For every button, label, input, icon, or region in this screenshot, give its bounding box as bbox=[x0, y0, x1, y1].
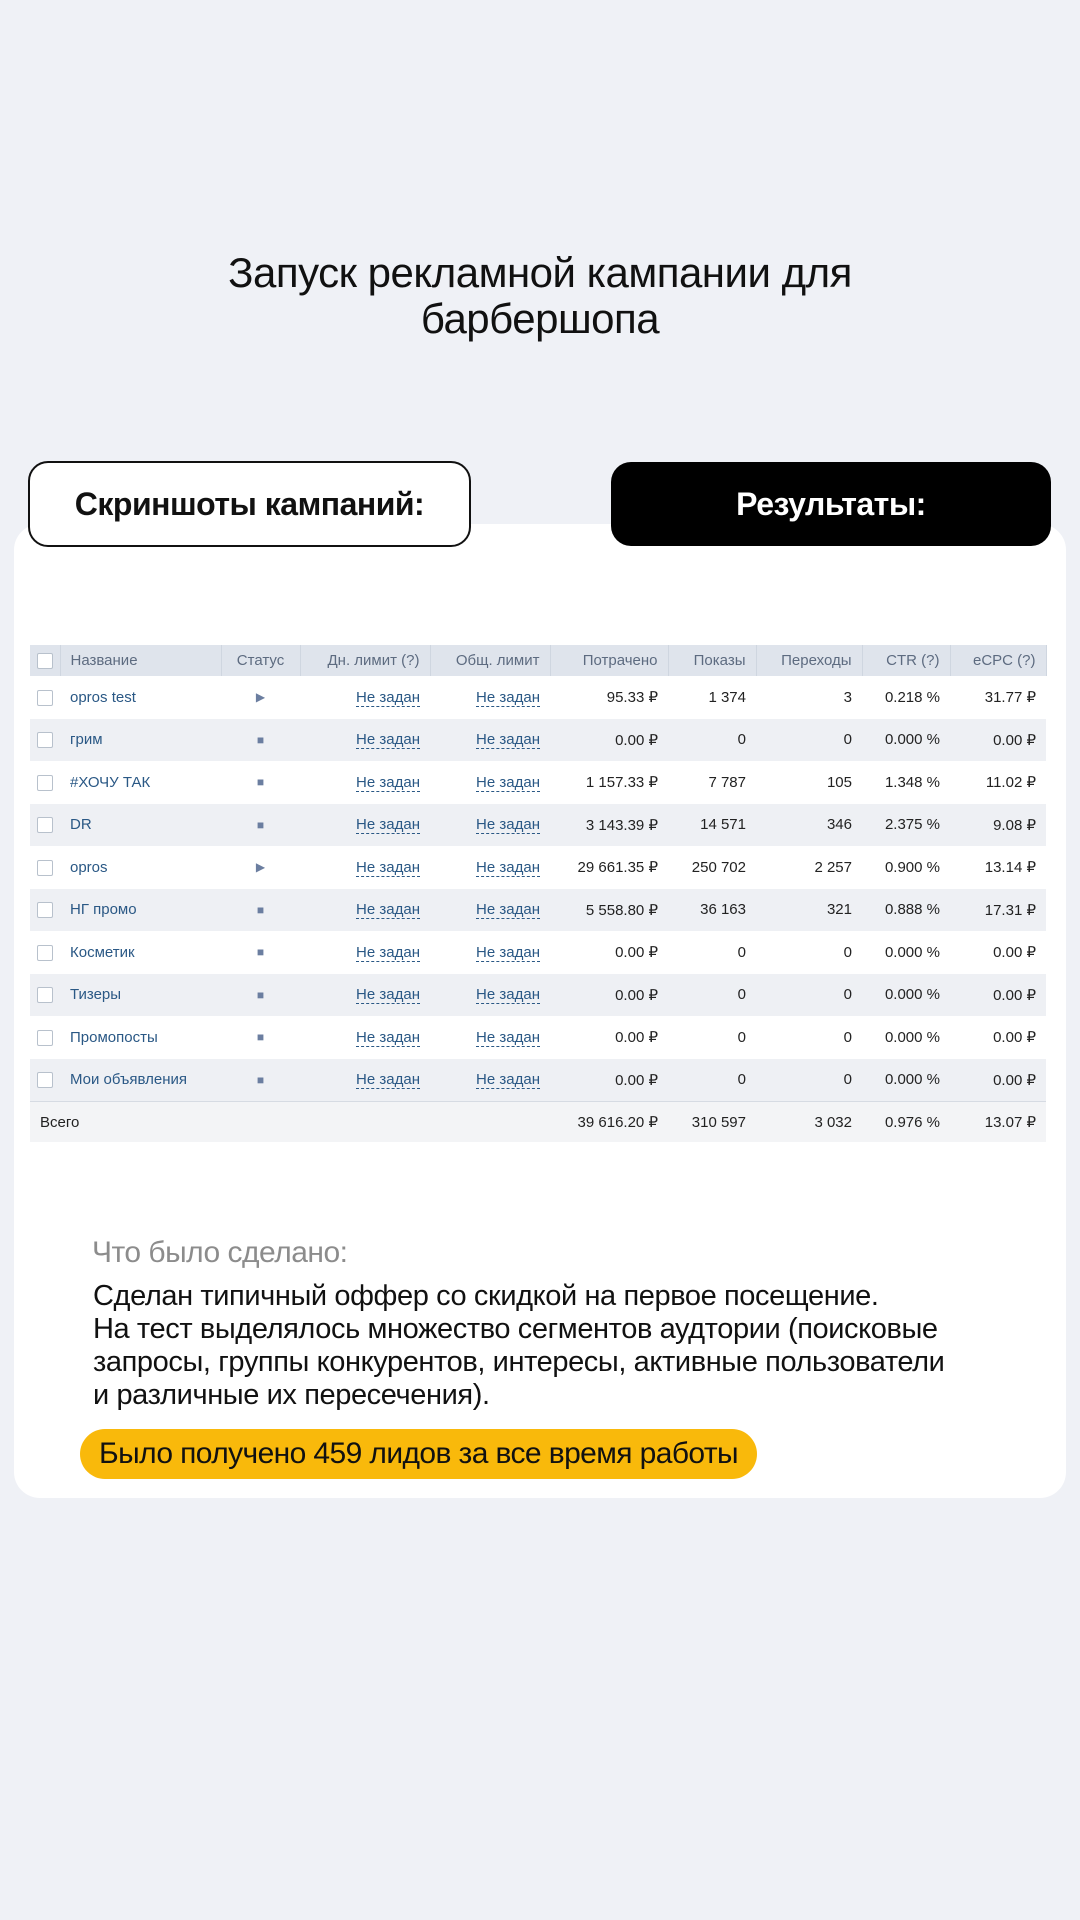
clicks-cell: 3 bbox=[756, 676, 862, 719]
shows-cell: 36 163 bbox=[668, 889, 756, 932]
daily-limit-link[interactable]: Не задан bbox=[356, 773, 420, 791]
campaign-name-link[interactable]: Тизеры bbox=[60, 974, 221, 1017]
table-row bbox=[30, 974, 1046, 1017]
spent-cell: 3 143.39 ₽ bbox=[550, 804, 668, 847]
row-checkbox[interactable] bbox=[37, 1072, 53, 1088]
shows-cell: 0 bbox=[668, 974, 756, 1017]
ctr-cell: 2.375 % bbox=[862, 804, 950, 847]
row-checkbox-cell[interactable] bbox=[30, 1059, 60, 1102]
ecpc-cell: 17.31 ₽ bbox=[950, 889, 1046, 932]
col-header-name[interactable]: Название bbox=[60, 645, 221, 676]
page-title bbox=[0, 250, 1080, 342]
total-limit-link[interactable]: Не задан bbox=[476, 731, 540, 749]
done-line: и различные их пересечения). bbox=[93, 1379, 490, 1411]
stop-icon[interactable]: ■ bbox=[221, 719, 300, 762]
total-limit-cell[interactable] bbox=[430, 1016, 550, 1059]
ctr-cell: 0.218 % bbox=[862, 676, 950, 719]
empty-cell bbox=[300, 1102, 430, 1143]
total-limit-cell[interactable] bbox=[430, 676, 550, 719]
spent-cell: 29 661.35 ₽ bbox=[550, 846, 668, 889]
spent-cell: 5 558.80 ₽ bbox=[550, 889, 668, 932]
total-label: Всего bbox=[30, 1102, 221, 1143]
total-spent: 39 616.20 ₽ bbox=[550, 1102, 668, 1143]
play-icon[interactable]: ▶ bbox=[221, 846, 300, 889]
row-checkbox[interactable] bbox=[37, 987, 53, 1003]
spent-cell: 1 157.33 ₽ bbox=[550, 761, 668, 804]
total-limit-link[interactable]: Не задан bbox=[476, 773, 540, 791]
col-header-clicks[interactable]: Переходы bbox=[756, 645, 862, 676]
daily-limit-link[interactable]: Не задан bbox=[356, 731, 420, 749]
ctr-cell: 0.000 % bbox=[862, 719, 950, 762]
daily-limit-link[interactable]: Не задан bbox=[356, 1028, 420, 1046]
done-heading: Что было сделано: bbox=[92, 1236, 348, 1269]
ctr-cell: 0.900 % bbox=[862, 846, 950, 889]
clicks-cell: 0 bbox=[756, 719, 862, 762]
stop-icon[interactable]: ■ bbox=[221, 1016, 300, 1059]
total-ecpc: 13.07 ₽ bbox=[950, 1102, 1046, 1143]
daily-limit-cell[interactable] bbox=[300, 889, 430, 932]
row-checkbox[interactable] bbox=[37, 817, 53, 833]
daily-limit-cell[interactable] bbox=[300, 1059, 430, 1102]
row-checkbox-cell[interactable] bbox=[30, 846, 60, 889]
page-title-line1: Запуск рекламной кампании для bbox=[228, 249, 852, 296]
row-checkbox[interactable] bbox=[37, 860, 53, 876]
col-header-spent[interactable]: Потрачено bbox=[550, 645, 668, 676]
ecpc-cell: 0.00 ₽ bbox=[950, 1016, 1046, 1059]
page-title-line2: барбершопа bbox=[420, 295, 660, 342]
total-ctr: 0.976 % bbox=[862, 1102, 950, 1143]
shows-cell: 1 374 bbox=[668, 676, 756, 719]
daily-limit-cell[interactable] bbox=[300, 719, 430, 762]
total-limit-link[interactable]: Не задан bbox=[476, 943, 540, 961]
ecpc-cell: 0.00 ₽ bbox=[950, 1059, 1046, 1102]
total-clicks: 3 032 bbox=[756, 1102, 862, 1143]
stop-icon[interactable]: ■ bbox=[221, 889, 300, 932]
ctr-cell: 0.000 % bbox=[862, 931, 950, 974]
ecpc-cell: 31.77 ₽ bbox=[950, 676, 1046, 719]
row-checkbox-cell[interactable] bbox=[30, 761, 60, 804]
row-checkbox[interactable] bbox=[37, 775, 53, 791]
select-all-checkbox[interactable] bbox=[37, 653, 53, 669]
total-limit-link[interactable]: Не задан bbox=[476, 1071, 540, 1089]
row-checkbox-cell[interactable] bbox=[30, 974, 60, 1017]
daily-limit-cell[interactable] bbox=[300, 846, 430, 889]
stop-icon[interactable]: ■ bbox=[221, 931, 300, 974]
campaign-name-link[interactable]: Промопосты bbox=[60, 1016, 221, 1059]
table-row bbox=[30, 889, 1046, 932]
daily-limit-cell[interactable] bbox=[300, 804, 430, 847]
total-limit-cell[interactable] bbox=[430, 889, 550, 932]
stop-icon[interactable]: ■ bbox=[221, 1059, 300, 1102]
daily-limit-cell[interactable] bbox=[300, 974, 430, 1017]
campaign-name-link[interactable]: opros test bbox=[60, 676, 221, 719]
total-limit-link[interactable]: Не задан bbox=[476, 986, 540, 1004]
table-row bbox=[30, 931, 1046, 974]
select-all-checkbox-cell[interactable] bbox=[30, 645, 60, 676]
col-header-total-limit[interactable]: Общ. лимит bbox=[430, 645, 550, 676]
col-header-daily-limit[interactable]: Дн. лимит (?) bbox=[300, 645, 430, 676]
tab-results[interactable]: Результаты: bbox=[611, 462, 1051, 546]
daily-limit-cell[interactable] bbox=[300, 1016, 430, 1059]
empty-cell bbox=[430, 1102, 550, 1143]
daily-limit-link[interactable]: Не задан bbox=[356, 858, 420, 876]
shows-cell: 0 bbox=[668, 931, 756, 974]
table-row bbox=[30, 804, 1046, 847]
stop-icon[interactable]: ■ bbox=[221, 804, 300, 847]
daily-limit-link[interactable]: Не задан bbox=[356, 1071, 420, 1089]
col-header-status[interactable]: Статус bbox=[221, 645, 300, 676]
row-checkbox[interactable] bbox=[37, 1030, 53, 1046]
col-header-ecpc[interactable]: eCPC (?) bbox=[950, 645, 1046, 676]
total-limit-link[interactable]: Не задан bbox=[476, 816, 540, 834]
daily-limit-link[interactable]: Не задан bbox=[356, 816, 420, 834]
clicks-cell: 105 bbox=[756, 761, 862, 804]
table-row bbox=[30, 1016, 1046, 1059]
spent-cell: 0.00 ₽ bbox=[550, 931, 668, 974]
total-limit-cell[interactable] bbox=[430, 804, 550, 847]
clicks-cell: 0 bbox=[756, 931, 862, 974]
done-description bbox=[93, 1280, 1033, 1412]
campaign-name-link[interactable]: opros bbox=[60, 846, 221, 889]
total-shows: 310 597 bbox=[668, 1102, 756, 1143]
spent-cell: 95.33 ₽ bbox=[550, 676, 668, 719]
clicks-cell: 0 bbox=[756, 1016, 862, 1059]
table-row bbox=[30, 719, 1046, 762]
ecpc-cell: 9.08 ₽ bbox=[950, 804, 1046, 847]
row-checkbox[interactable] bbox=[37, 690, 53, 706]
table-row bbox=[30, 761, 1046, 804]
daily-limit-cell[interactable] bbox=[300, 931, 430, 974]
play-icon[interactable]: ▶ bbox=[221, 676, 300, 719]
daily-limit-cell[interactable] bbox=[300, 676, 430, 719]
total-limit-link[interactable]: Не задан bbox=[476, 901, 540, 919]
shows-cell: 14 571 bbox=[668, 804, 756, 847]
ecpc-cell: 11.02 ₽ bbox=[950, 761, 1046, 804]
campaign-name-link[interactable]: Косметик bbox=[60, 931, 221, 974]
stop-icon[interactable]: ■ bbox=[221, 761, 300, 804]
total-limit-cell[interactable] bbox=[430, 1059, 550, 1102]
ecpc-cell: 0.00 ₽ bbox=[950, 719, 1046, 762]
ecpc-cell: 0.00 ₽ bbox=[950, 931, 1046, 974]
done-line: На тест выделялось множество сегментов аудтории (поисковые bbox=[93, 1313, 938, 1345]
stop-icon[interactable]: ■ bbox=[221, 974, 300, 1017]
campaign-name-link[interactable]: НГ промо bbox=[60, 889, 221, 932]
spent-cell: 0.00 ₽ bbox=[550, 719, 668, 762]
row-checkbox[interactable] bbox=[37, 902, 53, 918]
daily-limit-cell[interactable] bbox=[300, 761, 430, 804]
table-header-row bbox=[30, 645, 1046, 676]
done-line: запросы, группы конкурентов, интересы, активные пользователи bbox=[93, 1346, 945, 1378]
total-limit-cell[interactable] bbox=[430, 974, 550, 1017]
spent-cell: 0.00 ₽ bbox=[550, 1059, 668, 1102]
campaign-table bbox=[30, 645, 1047, 1142]
ctr-cell: 0.888 % bbox=[862, 889, 950, 932]
total-limit-link[interactable]: Не задан bbox=[476, 688, 540, 706]
row-checkbox-cell[interactable] bbox=[30, 719, 60, 762]
row-checkbox-cell[interactable] bbox=[30, 1016, 60, 1059]
daily-limit-link[interactable]: Не задан bbox=[356, 901, 420, 919]
ctr-cell: 0.000 % bbox=[862, 1059, 950, 1102]
col-header-ctr[interactable]: CTR (?) bbox=[862, 645, 950, 676]
done-line: Сделан типичный оффер со скидкой на первое посещение. bbox=[93, 1280, 879, 1312]
clicks-cell: 0 bbox=[756, 1059, 862, 1102]
tab-screenshots[interactable]: Скриншоты кампаний: bbox=[28, 461, 471, 547]
ctr-cell: 0.000 % bbox=[862, 974, 950, 1017]
total-limit-link[interactable]: Не задан bbox=[476, 858, 540, 876]
row-checkbox-cell[interactable] bbox=[30, 804, 60, 847]
ecpc-cell: 13.14 ₽ bbox=[950, 846, 1046, 889]
col-header-shows[interactable]: Показы bbox=[668, 645, 756, 676]
shows-cell: 7 787 bbox=[668, 761, 756, 804]
spent-cell: 0.00 ₽ bbox=[550, 974, 668, 1017]
ctr-cell: 0.000 % bbox=[862, 1016, 950, 1059]
campaign-name-link[interactable]: #ХОЧУ ТАК bbox=[60, 761, 221, 804]
table-row bbox=[30, 676, 1046, 719]
total-limit-cell[interactable] bbox=[430, 719, 550, 762]
campaign-name-link[interactable]: Мои объявления bbox=[60, 1059, 221, 1102]
total-limit-cell[interactable] bbox=[430, 931, 550, 974]
clicks-cell: 346 bbox=[756, 804, 862, 847]
total-limit-cell[interactable] bbox=[430, 761, 550, 804]
shows-cell: 0 bbox=[668, 719, 756, 762]
shows-cell: 0 bbox=[668, 1059, 756, 1102]
result-highlight: Было получено 459 лидов за все время работы bbox=[80, 1429, 757, 1479]
campaign-name-link[interactable]: грим bbox=[60, 719, 221, 762]
ctr-cell: 1.348 % bbox=[862, 761, 950, 804]
table-total-row bbox=[30, 1102, 1046, 1143]
table-row bbox=[30, 846, 1046, 889]
row-checkbox[interactable] bbox=[37, 945, 53, 961]
row-checkbox-cell[interactable] bbox=[30, 931, 60, 974]
total-limit-link[interactable]: Не задан bbox=[476, 1028, 540, 1046]
clicks-cell: 0 bbox=[756, 974, 862, 1017]
daily-limit-link[interactable]: Не задан bbox=[356, 986, 420, 1004]
shows-cell: 250 702 bbox=[668, 846, 756, 889]
row-checkbox[interactable] bbox=[37, 732, 53, 748]
campaign-name-link[interactable]: DR bbox=[60, 804, 221, 847]
spent-cell: 0.00 ₽ bbox=[550, 1016, 668, 1059]
total-limit-cell[interactable] bbox=[430, 846, 550, 889]
daily-limit-link[interactable]: Не задан bbox=[356, 688, 420, 706]
row-checkbox-cell[interactable] bbox=[30, 889, 60, 932]
clicks-cell: 2 257 bbox=[756, 846, 862, 889]
ecpc-cell: 0.00 ₽ bbox=[950, 974, 1046, 1017]
row-checkbox-cell[interactable] bbox=[30, 676, 60, 719]
clicks-cell: 321 bbox=[756, 889, 862, 932]
daily-limit-link[interactable]: Не задан bbox=[356, 943, 420, 961]
table-row bbox=[30, 1059, 1046, 1102]
empty-cell bbox=[221, 1102, 300, 1143]
shows-cell: 0 bbox=[668, 1016, 756, 1059]
